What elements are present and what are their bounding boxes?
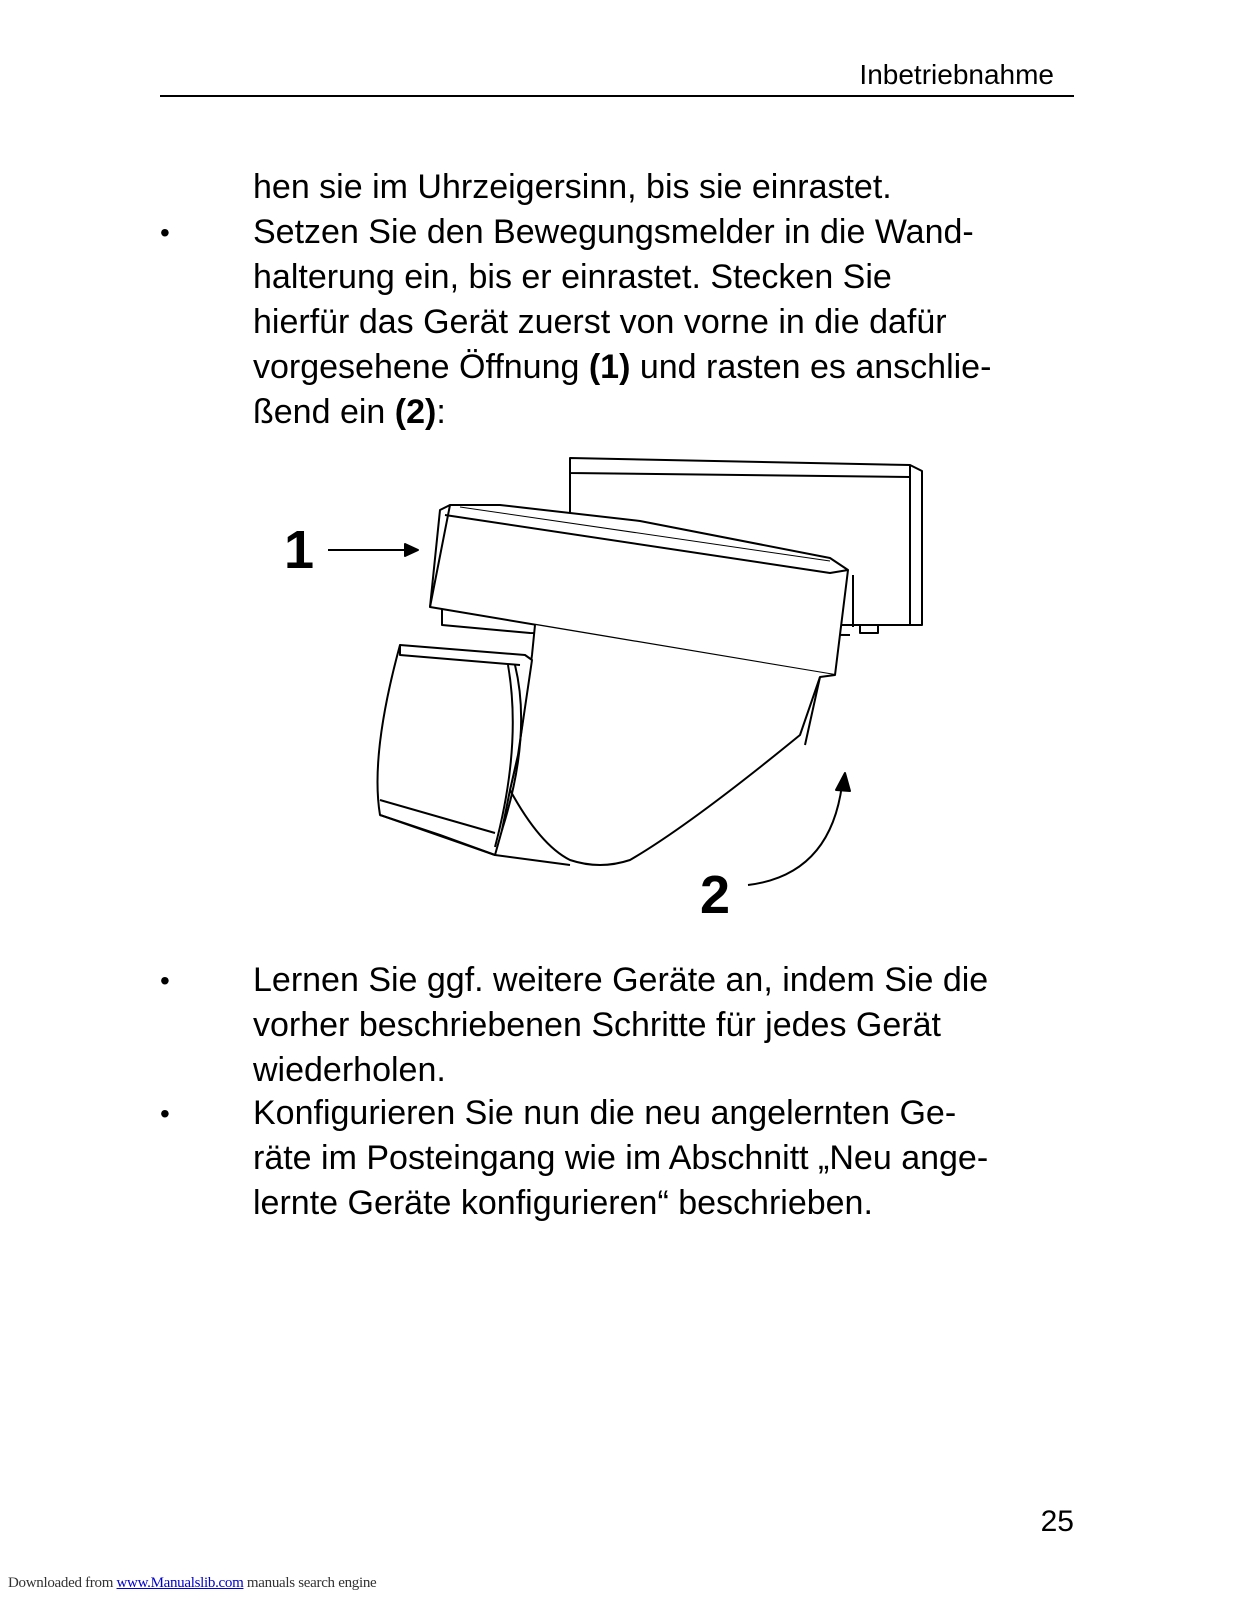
item2-line2: vorher beschriebenen Schritte für jedes Gerät — [253, 1006, 941, 1044]
download-note — [8, 1575, 376, 1592]
item1-line3: hierfür das Gerät zuerst von vorne in die dafür — [253, 303, 947, 341]
item1-line4-text-end: und rasten es anschlie- — [630, 348, 992, 386]
item1-line5-text: ßend ein — [253, 393, 395, 431]
item2-line1: Lernen Sie ggf. weitere Geräte an, indem Sie die — [253, 961, 989, 999]
download-prefix: Downloaded from — [8, 1575, 117, 1591]
download-suffix: manuals search engine — [243, 1575, 377, 1591]
page-number: 25 — [1040, 1505, 1074, 1538]
item1-line4 — [253, 345, 1093, 390]
intro-line: hen sie im Uhrzeigersinn, bis sie einrastet. — [253, 168, 892, 206]
ref-snap-2: (2) — [394, 393, 437, 431]
header-divider — [160, 95, 1074, 97]
bullet-3: • — [160, 1098, 170, 1129]
list-item-configure-devices — [253, 1091, 1093, 1226]
item1-line4-text: vorgesehene Öffnung — [253, 348, 589, 386]
running-header: Inbetriebnahme — [859, 59, 1054, 90]
item1-line1: Setzen Sie den Bewegungsmelder in die Wand- — [253, 213, 974, 251]
ref-opening-1: (1) — [588, 348, 631, 386]
list-item-learn-devices — [253, 958, 1093, 1093]
bullet-2: • — [160, 965, 170, 996]
motion-detector-illustration — [270, 455, 970, 945]
list-item-insert-detector — [253, 210, 1093, 435]
callout-label-1: 1 — [284, 520, 315, 580]
callout-label-2: 2 — [700, 865, 731, 925]
item1-line5-colon: : — [436, 393, 446, 431]
item2-line3: wiederholen. — [253, 1051, 446, 1089]
item1-line2: halterung ein, bis er einrastet. Stecken Sie — [253, 258, 892, 296]
manualslib-link[interactable]: www.Manualslib.com — [116, 1575, 244, 1591]
item1-line5 — [253, 390, 1093, 435]
item3-line1: Konfigurieren Sie nun die neu angelernten Ge- — [253, 1094, 957, 1132]
item3-line2: räte im Posteingang wie im Abschnitt „Neu ange- — [253, 1139, 989, 1177]
bullet-1: • — [160, 217, 170, 248]
item3-line3: lernte Geräte konfigurieren“ beschrieben. — [253, 1184, 873, 1222]
